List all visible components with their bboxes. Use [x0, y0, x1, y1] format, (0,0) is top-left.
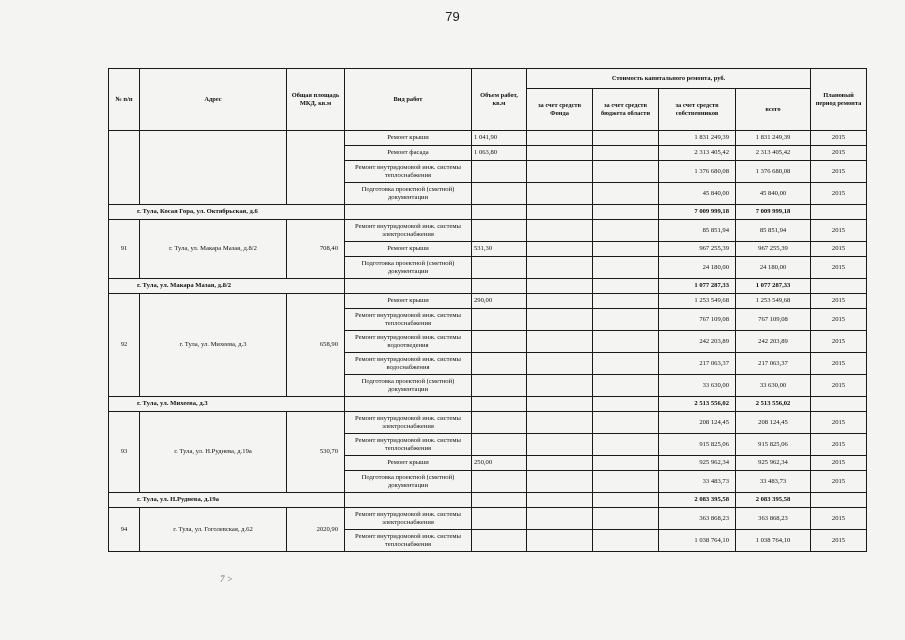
fund-cell	[527, 294, 593, 309]
volume-cell	[472, 353, 527, 375]
volume-cell	[472, 279, 527, 294]
fund-cell	[527, 331, 593, 353]
period-cell: 2015	[811, 131, 867, 146]
total-cost-cell: 1 831 249,39	[736, 131, 811, 146]
address-cell: г. Тула, ул. Н.Руднева, д.19а	[140, 412, 287, 493]
total-cost-cell: 217 063,37	[736, 353, 811, 375]
budget-cell	[593, 353, 659, 375]
owners-cost-cell: 2 083 395,58	[659, 493, 736, 508]
owners-cost-cell: 208 124,45	[659, 412, 736, 434]
row-number-cell: 91	[109, 220, 140, 279]
header-volume: Объем работ, кв.м	[472, 69, 527, 131]
work-type-cell: Ремонт внутридомовой инж. системы электроснабжения	[345, 508, 472, 530]
total-cost-cell: 2 513 556,02	[736, 397, 811, 412]
row-number-cell	[109, 131, 140, 205]
owners-cost-cell: 85 851,94	[659, 220, 736, 242]
total-cost-cell: 85 851,94	[736, 220, 811, 242]
row-number-cell: 92	[109, 294, 140, 397]
volume-cell	[472, 331, 527, 353]
row-number-cell: 94	[109, 508, 140, 552]
owners-cost-cell: 915 825,06	[659, 434, 736, 456]
budget-cell	[593, 493, 659, 508]
work-type-cell: Подготовка проектной (сметной) документации	[345, 257, 472, 279]
owners-cost-cell: 1 831 249,39	[659, 131, 736, 146]
total-cost-cell: 33 630,00	[736, 375, 811, 397]
total-cost-cell: 767 109,08	[736, 309, 811, 331]
volume-cell	[472, 220, 527, 242]
budget-cell	[593, 375, 659, 397]
fund-cell	[527, 183, 593, 205]
work-type-cell: Ремонт крыши	[345, 294, 472, 309]
owners-cost-cell: 767 109,08	[659, 309, 736, 331]
total-cost-cell: 363 868,23	[736, 508, 811, 530]
period-cell	[811, 493, 867, 508]
area-cell	[287, 131, 345, 205]
subtotal-row	[109, 397, 867, 412]
owners-cost-cell: 7 009 999,18	[659, 205, 736, 220]
period-cell: 2015	[811, 353, 867, 375]
period-cell: 2015	[811, 456, 867, 471]
volume-cell	[472, 508, 527, 530]
total-cost-cell: 45 840,00	[736, 183, 811, 205]
period-cell	[811, 279, 867, 294]
budget-cell	[593, 309, 659, 331]
fund-cell	[527, 508, 593, 530]
total-cost-cell: 1 253 549,68	[736, 294, 811, 309]
budget-cell	[593, 161, 659, 183]
volume-cell	[472, 434, 527, 456]
scan-mark: 7 >	[220, 574, 233, 584]
volume-cell: 1 063,80	[472, 146, 527, 161]
header-area: Общая площадь МКД, кв.м	[287, 69, 345, 131]
budget-cell	[593, 242, 659, 257]
work-type-cell	[345, 397, 472, 412]
work-type-cell: Подготовка проектной (сметной) документации	[345, 375, 472, 397]
work-type-cell: Ремонт внутридомовой инж. системы водоотведения	[345, 331, 472, 353]
table-row	[109, 220, 867, 242]
period-cell	[811, 397, 867, 412]
fund-cell	[527, 161, 593, 183]
fund-cell	[527, 471, 593, 493]
fund-cell	[527, 242, 593, 257]
budget-cell	[593, 397, 659, 412]
page-number: 79	[445, 9, 460, 24]
total-cost-cell: 24 180,00	[736, 257, 811, 279]
work-type-cell: Подготовка проектной (сметной) документации	[345, 471, 472, 493]
volume-cell: 1 041,90	[472, 131, 527, 146]
budget-cell	[593, 331, 659, 353]
work-type-cell: Ремонт внутридомовой инж. системы электроснабжения	[345, 412, 472, 434]
work-type-cell: Ремонт внутридомовой инж. системы теплоснабжения	[345, 434, 472, 456]
table-row	[109, 508, 867, 530]
period-cell	[811, 205, 867, 220]
budget-cell	[593, 471, 659, 493]
header-fund: за счет средств Фонда	[527, 89, 593, 131]
period-cell: 2015	[811, 412, 867, 434]
header-budget: за счет средств бюджета области	[593, 89, 659, 131]
volume-cell	[472, 530, 527, 552]
work-type-cell	[345, 279, 472, 294]
budget-cell	[593, 508, 659, 530]
table-row	[109, 294, 867, 309]
work-type-cell: Ремонт крыши	[345, 456, 472, 471]
volume-cell	[472, 493, 527, 508]
budget-cell	[593, 146, 659, 161]
address-cell: г. Тула, ул. Михеева, д.3	[140, 294, 287, 397]
header-work-type: Вид работ	[345, 69, 472, 131]
owners-cost-cell: 1 077 287,33	[659, 279, 736, 294]
owners-cost-cell: 1 253 549,68	[659, 294, 736, 309]
volume-cell	[472, 412, 527, 434]
work-type-cell: Ремонт внутридомовой инж. системы теплоснабжения	[345, 309, 472, 331]
period-cell: 2015	[811, 183, 867, 205]
owners-cost-cell: 45 840,00	[659, 183, 736, 205]
total-cost-cell: 2 083 395,58	[736, 493, 811, 508]
work-type-cell: Ремонт внутридомовой инж. системы теплоснабжения	[345, 161, 472, 183]
owners-cost-cell: 33 483,73	[659, 471, 736, 493]
work-type-cell: Ремонт внутридомовой инж. системы водоснабжения	[345, 353, 472, 375]
period-cell: 2015	[811, 257, 867, 279]
work-type-cell: Ремонт внутридомовой инж. системы электроснабжения	[345, 220, 472, 242]
header-cost-group: Стоимость капитального ремонта, руб.	[527, 69, 811, 89]
total-cost-cell: 1 077 287,33	[736, 279, 811, 294]
period-cell: 2015	[811, 309, 867, 331]
period-cell: 2015	[811, 508, 867, 530]
fund-cell	[527, 279, 593, 294]
fund-cell	[527, 131, 593, 146]
subtotal-address-cell: г. Тула, ул. Н.Руднева, д.19а	[109, 493, 345, 508]
fund-cell	[527, 412, 593, 434]
volume-cell: 250,00	[472, 456, 527, 471]
address-cell: г. Тула, ул. Макара Мазая, д.8/2	[140, 220, 287, 279]
total-cost-cell: 33 483,73	[736, 471, 811, 493]
volume-cell	[472, 257, 527, 279]
area-cell: 658,90	[287, 294, 345, 397]
row-number-cell: 93	[109, 412, 140, 493]
fund-cell	[527, 309, 593, 331]
owners-cost-cell: 24 180,00	[659, 257, 736, 279]
total-cost-cell: 1 376 680,08	[736, 161, 811, 183]
budget-cell	[593, 131, 659, 146]
owners-cost-cell: 1 038 764,10	[659, 530, 736, 552]
area-cell: 2020,90	[287, 508, 345, 552]
total-cost-cell: 242 203,89	[736, 331, 811, 353]
fund-cell	[527, 397, 593, 412]
total-cost-cell: 925 962,34	[736, 456, 811, 471]
volume-cell: 290,00	[472, 294, 527, 309]
header-total: всего	[736, 89, 811, 131]
fund-cell	[527, 434, 593, 456]
owners-cost-cell: 363 868,23	[659, 508, 736, 530]
period-cell: 2015	[811, 530, 867, 552]
owners-cost-cell: 925 962,34	[659, 456, 736, 471]
period-cell: 2015	[811, 146, 867, 161]
budget-cell	[593, 183, 659, 205]
header-num: № п/п	[109, 69, 140, 131]
total-cost-cell: 208 124,45	[736, 412, 811, 434]
owners-cost-cell: 242 203,89	[659, 331, 736, 353]
fund-cell	[527, 353, 593, 375]
area-cell: 530,70	[287, 412, 345, 493]
budget-cell	[593, 530, 659, 552]
work-type-cell: Подготовка проектной (сметной) документации	[345, 183, 472, 205]
period-cell: 2015	[811, 242, 867, 257]
fund-cell	[527, 220, 593, 242]
budget-cell	[593, 220, 659, 242]
work-type-cell	[345, 493, 472, 508]
total-cost-cell: 915 825,06	[736, 434, 811, 456]
volume-cell	[472, 309, 527, 331]
work-type-cell: Ремонт крыши	[345, 131, 472, 146]
period-cell: 2015	[811, 220, 867, 242]
volume-cell: 531,30	[472, 242, 527, 257]
budget-cell	[593, 294, 659, 309]
header-owners: за счет средств собственников	[659, 89, 736, 131]
subtotal-row	[109, 279, 867, 294]
fund-cell	[527, 375, 593, 397]
header-address: Адрес	[140, 69, 287, 131]
budget-cell	[593, 279, 659, 294]
table-row	[109, 412, 867, 434]
volume-cell	[472, 375, 527, 397]
work-type-cell: Ремонт крыши	[345, 242, 472, 257]
budget-cell	[593, 257, 659, 279]
owners-cost-cell: 33 630,00	[659, 375, 736, 397]
budget-cell	[593, 434, 659, 456]
period-cell: 2015	[811, 375, 867, 397]
period-cell: 2015	[811, 161, 867, 183]
subtotal-row	[109, 493, 867, 508]
volume-cell	[472, 183, 527, 205]
work-type-cell: Ремонт фасада	[345, 146, 472, 161]
subtotal-row	[109, 205, 867, 220]
table-row	[109, 131, 867, 146]
work-type-cell	[345, 205, 472, 220]
volume-cell	[472, 471, 527, 493]
budget-cell	[593, 205, 659, 220]
owners-cost-cell: 2 313 405,42	[659, 146, 736, 161]
total-cost-cell: 967 255,39	[736, 242, 811, 257]
table-header	[109, 69, 867, 131]
owners-cost-cell: 967 255,39	[659, 242, 736, 257]
budget-cell	[593, 412, 659, 434]
volume-cell	[472, 205, 527, 220]
period-cell: 2015	[811, 434, 867, 456]
total-cost-cell: 1 038 764,10	[736, 530, 811, 552]
fund-cell	[527, 205, 593, 220]
fund-cell	[527, 493, 593, 508]
header-period: Плановый период ремонта	[811, 69, 867, 131]
subtotal-address-cell: г. Тула, ул. Макара Мазая, д.8/2	[109, 279, 345, 294]
total-cost-cell: 7 009 999,18	[736, 205, 811, 220]
capital-repair-table	[108, 68, 867, 552]
budget-cell	[593, 456, 659, 471]
volume-cell	[472, 397, 527, 412]
work-type-cell: Ремонт внутридомовой инж. системы теплоснабжения	[345, 530, 472, 552]
fund-cell	[527, 530, 593, 552]
period-cell: 2015	[811, 331, 867, 353]
owners-cost-cell: 1 376 680,08	[659, 161, 736, 183]
area-cell: 708,40	[287, 220, 345, 279]
subtotal-address-cell: г. Тула, Косая Гора, ул. Октябрьская, д.6	[109, 205, 345, 220]
address-cell	[140, 131, 287, 205]
owners-cost-cell: 217 063,37	[659, 353, 736, 375]
table-body	[109, 131, 867, 552]
total-cost-cell: 2 313 405,42	[736, 146, 811, 161]
subtotal-address-cell: г. Тула, ул. Михеева, д.3	[109, 397, 345, 412]
owners-cost-cell: 2 513 556,02	[659, 397, 736, 412]
fund-cell	[527, 456, 593, 471]
fund-cell	[527, 257, 593, 279]
period-cell: 2015	[811, 294, 867, 309]
fund-cell	[527, 146, 593, 161]
volume-cell	[472, 161, 527, 183]
address-cell: г. Тула, ул. Гоголевская, д.62	[140, 508, 287, 552]
period-cell: 2015	[811, 471, 867, 493]
